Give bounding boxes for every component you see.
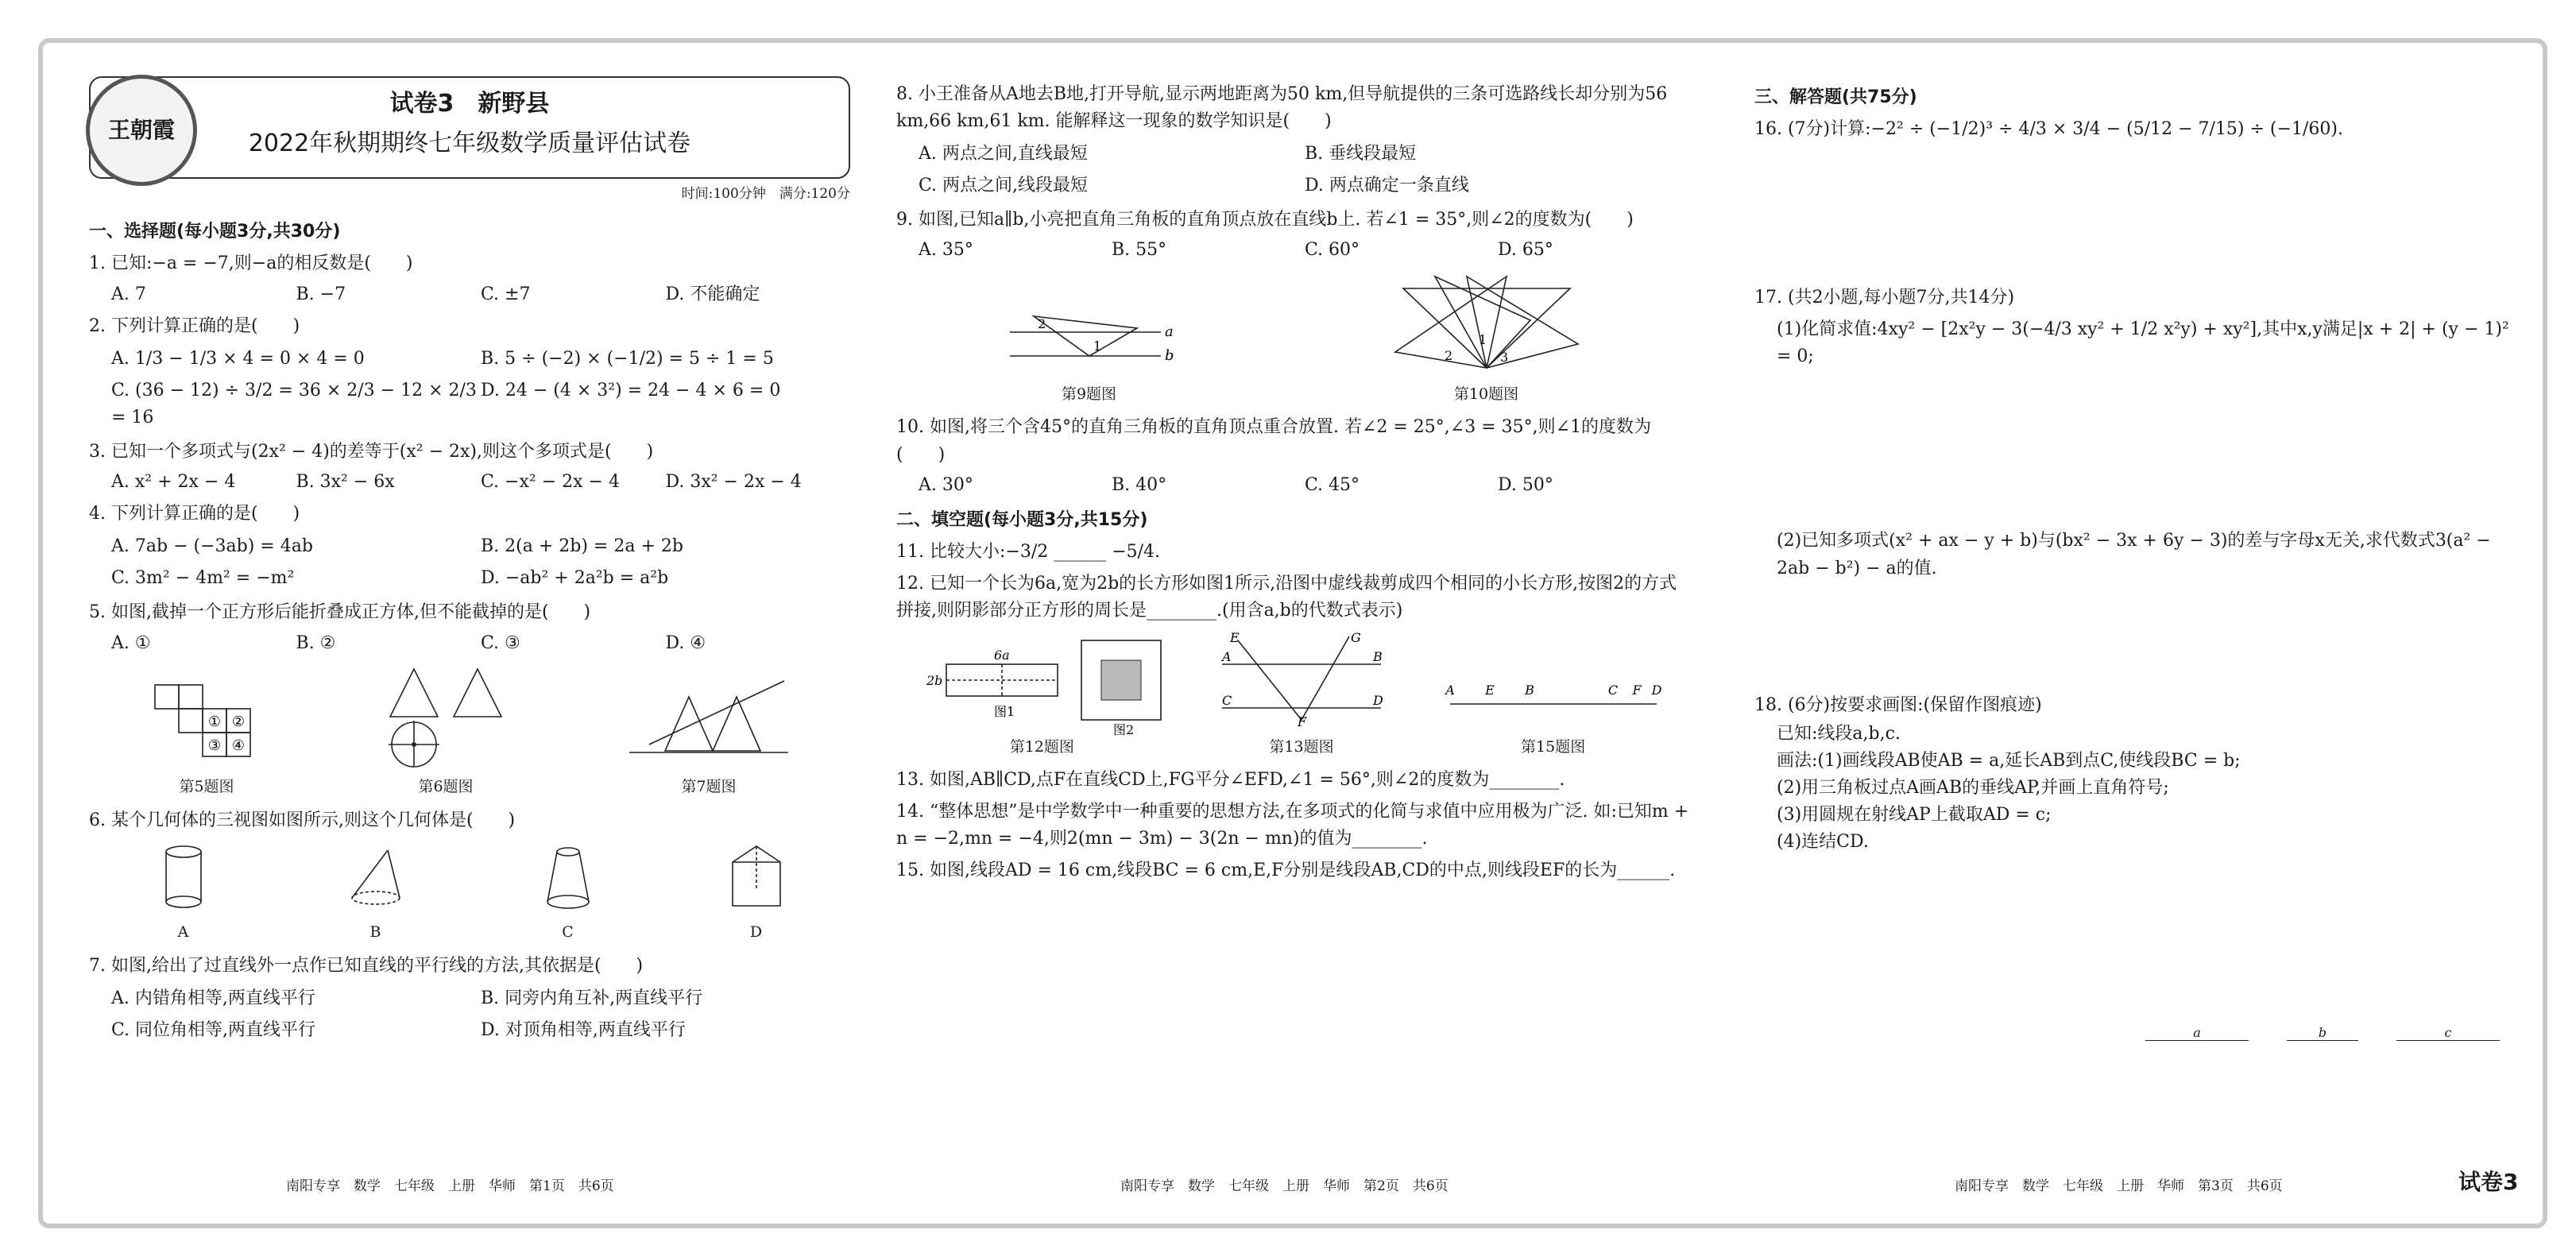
segment-c: c bbox=[2396, 1025, 2500, 1041]
figures-9-10 bbox=[896, 273, 1691, 407]
q7-options bbox=[111, 983, 850, 1046]
svg-text:F: F bbox=[1297, 714, 1307, 730]
angle-diagram bbox=[1214, 632, 1389, 728]
figure-caption: 第7题图 bbox=[681, 778, 737, 796]
rectangle-diagram bbox=[922, 632, 1161, 738]
q18-step: (3)用圆规在射线AP上截取AD = c; bbox=[1777, 805, 2052, 826]
svg-text:E: E bbox=[1484, 683, 1495, 698]
option[interactable]: C. ±7 bbox=[481, 284, 531, 304]
figure-caption: 第12题图 bbox=[1009, 737, 1074, 756]
question-5: 5. 如图,截掉一个正方形后能折叠成正方体,但不能截掉的是( ) bbox=[89, 602, 591, 623]
option[interactable]: B. 同旁内角互补,两直线平行 bbox=[481, 988, 703, 1008]
exam-meta: 时间:100分钟 满分:120分 bbox=[681, 186, 850, 202]
column-1 bbox=[89, 76, 850, 1157]
svg-text:B: B bbox=[1524, 683, 1534, 698]
figure-7 bbox=[625, 665, 792, 799]
question-17-2[interactable]: (2)已知多项式(x² + ax − y + b)与(bx² − 3x + 6y − 3)的差与字母x无关,求代数式3(a² − 2ab − b²) − a的值. bbox=[1777, 531, 2491, 578]
option[interactable]: B. 55° bbox=[1112, 240, 1167, 261]
exam-subtitle: 2022年秋期期终七年级数学质量评估试卷 bbox=[248, 130, 691, 157]
q8-options bbox=[919, 138, 1691, 202]
q9-options bbox=[919, 237, 1691, 264]
option[interactable]: C. 45° bbox=[1305, 474, 1360, 495]
option[interactable]: C. −x² − 2x − 4 bbox=[481, 472, 620, 493]
question-7: 7. 如图,给出了过直线外一点作已知直线的平行线的方法,其依据是( ) bbox=[89, 955, 644, 976]
question-1: 1. 已知:−a = −7,则−a的相反数是( ) bbox=[89, 253, 413, 274]
column-3 bbox=[1754, 76, 2517, 1157]
three-triangles-diagram bbox=[1387, 273, 1586, 376]
column-2 bbox=[896, 76, 1691, 1157]
set-square-diagram bbox=[625, 665, 792, 768]
footer-page-3: 南阳专享 数学 七年级 上册 华师 第3页 共6页 bbox=[1955, 1178, 2283, 1194]
option[interactable]: B. ② bbox=[296, 632, 336, 653]
option[interactable]: B. −7 bbox=[296, 284, 346, 304]
figure-caption: 第5题图 bbox=[179, 778, 234, 796]
exam-header bbox=[89, 76, 850, 179]
option[interactable]: C. 同位角相等,两直线平行 bbox=[111, 1019, 316, 1040]
q5-options bbox=[111, 630, 850, 657]
cone-icon bbox=[340, 842, 412, 914]
option[interactable]: D. 24 − (4 × 3²) = 24 − 4 × 6 = 0 bbox=[481, 380, 781, 400]
option[interactable]: D. 65° bbox=[1498, 240, 1553, 261]
figure-9 bbox=[1002, 296, 1177, 407]
question-15[interactable]: 15. 如图,线段AD = 16 cm,线段BC = 6 cm,E,F分别是线段AB,CD的中点,则线段EF的长为______. bbox=[896, 861, 1676, 881]
svg-text:2: 2 bbox=[1444, 347, 1452, 363]
figure-13 bbox=[1214, 632, 1389, 759]
svg-text:F: F bbox=[1632, 683, 1642, 698]
option[interactable]: D. ④ bbox=[665, 632, 706, 653]
question-2: 2. 下列计算正确的是( ) bbox=[89, 315, 300, 336]
option[interactable]: A. x² + 2x − 4 bbox=[111, 472, 236, 493]
paper-number: 试卷3 bbox=[2458, 1169, 2519, 1195]
q18-step: (4)连结CD. bbox=[1777, 832, 1869, 853]
option[interactable]: B. 5 ÷ (−2) × (−1/2) = 5 ÷ 1 = 5 bbox=[481, 348, 774, 369]
section-3-title: 三、解答题(共75分) bbox=[1754, 87, 1917, 107]
option[interactable]: D. −ab² + 2a²b = a²b bbox=[481, 568, 669, 589]
figure-6 bbox=[382, 665, 509, 799]
given-segments bbox=[2145, 1025, 2500, 1041]
option[interactable]: B. 40° bbox=[1112, 474, 1167, 495]
svg-text:2: 2 bbox=[1037, 315, 1046, 331]
option[interactable]: D. 3x² − 2x − 4 bbox=[665, 472, 802, 493]
segment-b: b bbox=[2287, 1025, 2358, 1041]
svg-text:1: 1 bbox=[1093, 338, 1101, 354]
question-11[interactable]: 11. 比较大小:−3/2 ______ −5/4. bbox=[896, 541, 1161, 562]
exam-title: 试卷3 新野县 bbox=[389, 90, 550, 118]
option[interactable]: B. 垂线段最短 bbox=[1305, 144, 1417, 164]
question-3: 3. 已知一个多项式与(2x² − 4)的差等于(x² − 2x),则这个多项式是( ) bbox=[89, 442, 654, 462]
svg-text:D: D bbox=[1372, 693, 1383, 709]
option[interactable]: D. 两点确定一条直线 bbox=[1305, 176, 1469, 196]
cube-net-diagram bbox=[147, 681, 266, 768]
figures-5-7 bbox=[89, 665, 850, 799]
figure-5 bbox=[147, 681, 266, 799]
q18-step: 画法:(1)画线段AB使AB = a,延长AB到点C,使线段BC = b; bbox=[1777, 750, 2241, 771]
question-12[interactable]: 12. 已知一个长为6a,宽为2b的长方形如图1所示,沿图中虚线裁剪成四个相同的小长方形,按图2的方式拼接,则阴影部分正方形的周长是________.(用含a,b的代数式表示) bbox=[896, 573, 1677, 621]
question-6: 6. 某个几何体的三视图如图所示,则这个几何体是( ) bbox=[89, 810, 516, 830]
option[interactable]: C. 两点之间,线段最短 bbox=[919, 176, 1089, 196]
figure-caption: 第6题图 bbox=[418, 778, 474, 796]
svg-text:B: B bbox=[1372, 649, 1383, 665]
option[interactable]: A. 7 bbox=[111, 284, 146, 304]
svg-text:A: A bbox=[1445, 683, 1455, 698]
svg-text:3: 3 bbox=[1499, 349, 1508, 365]
question-16[interactable]: 16. (7分)计算:−2² ÷ (−1/2)³ ÷ 4/3 × 3/4 − (5/12 − 7/15) ÷ (−1/60). bbox=[1754, 119, 2343, 140]
svg-text:D: D bbox=[1651, 683, 1662, 698]
svg-text:a: a bbox=[1164, 323, 1174, 340]
footer-page-2: 南阳专享 数学 七年级 上册 华师 第2页 共6页 bbox=[1120, 1178, 1449, 1194]
question-18[interactable]: 18. (6分)按要求画图:(保留作图痕迹) bbox=[1754, 694, 2042, 715]
figure-caption: 第10题图 bbox=[1453, 385, 1519, 403]
svg-text:1: 1 bbox=[1478, 331, 1487, 347]
q18-step: 已知:线段a,b,c. bbox=[1777, 723, 1901, 744]
fig-label: 图1 bbox=[994, 704, 1015, 720]
question-10: 10. 如图,将三个含45°的直角三角板的直角顶点重合放置. 若∠2 = 25°,∠3 = 35°,则∠1的度数为( ) bbox=[896, 417, 1652, 465]
svg-text:C: C bbox=[1607, 683, 1618, 698]
svg-text:2b: 2b bbox=[926, 673, 943, 689]
option[interactable]: A. 7ab − (−3ab) = 4ab bbox=[111, 536, 313, 557]
cylinder-icon bbox=[152, 842, 215, 914]
section-1-title: 一、选择题(每小题3分,共30分) bbox=[89, 222, 341, 242]
q6-option-c[interactable]: C bbox=[536, 842, 600, 945]
option[interactable]: C. 60° bbox=[1305, 240, 1360, 261]
question-17: 17. (共2小题,每小题7分,共14分) bbox=[1754, 288, 2015, 308]
question-13[interactable]: 13. 如图,AB∥CD,点F在直线CD上,FG平分∠EFD,∠1 = 56°,则∠2的度数为________. bbox=[896, 769, 1565, 790]
svg-text:6a: 6a bbox=[994, 648, 1011, 663]
svg-text:A: A bbox=[1221, 649, 1232, 665]
question-4: 4. 下列计算正确的是( ) bbox=[89, 504, 300, 524]
figure-caption: 第13题图 bbox=[1269, 737, 1334, 756]
q6-options bbox=[89, 842, 850, 945]
option[interactable]: C. 3m² − 4m² = −m² bbox=[111, 568, 295, 589]
option[interactable]: D. 不能确定 bbox=[665, 284, 760, 304]
svg-text:③: ③ bbox=[207, 737, 222, 754]
svg-text:C: C bbox=[1221, 693, 1232, 709]
option[interactable]: A. 两点之间,直线最短 bbox=[919, 144, 1088, 164]
svg-text:②: ② bbox=[231, 713, 246, 730]
figure-caption: 第9题图 bbox=[1061, 385, 1117, 403]
figure-10 bbox=[1387, 273, 1586, 407]
q6-option-d[interactable]: D bbox=[725, 842, 788, 945]
q6-option-b[interactable]: B bbox=[340, 842, 412, 945]
svg-text:b: b bbox=[1164, 346, 1174, 364]
option[interactable]: A. 1/3 − 1/3 × 4 = 0 × 4 = 0 bbox=[111, 348, 365, 369]
option[interactable]: A. 30° bbox=[919, 474, 973, 495]
q1-options bbox=[111, 281, 850, 308]
option[interactable]: A. 35° bbox=[919, 240, 973, 261]
logo: 王朝霞 bbox=[86, 75, 197, 186]
option[interactable]: C. ③ bbox=[481, 632, 520, 653]
svg-text:E: E bbox=[1229, 630, 1240, 646]
q4-options bbox=[111, 531, 850, 594]
option[interactable]: C. (36 − 12) ÷ 3/2 = 36 × 2/3 − 12 × 2/3 = 16 bbox=[111, 380, 477, 427]
figure-caption: 第15题图 bbox=[1521, 737, 1586, 756]
footer-page-1: 南阳专享 数学 七年级 上册 华师 第1页 共6页 bbox=[286, 1178, 614, 1194]
option[interactable]: A. ① bbox=[111, 632, 151, 653]
question-9: 9. 如图,已知a∥b,小亮把直角三角板的直角顶点放在直线b上. 若∠1 = 35°,则∠2的度数为( ) bbox=[896, 210, 1634, 230]
segment-diagram bbox=[1442, 672, 1665, 728]
option[interactable]: B. 2(a + 2b) = 2a + 2b bbox=[481, 536, 683, 557]
q10-options bbox=[919, 472, 1691, 499]
fig-label: 图2 bbox=[1113, 722, 1135, 738]
frustum-icon bbox=[536, 842, 600, 914]
option[interactable]: B. 3x² − 6x bbox=[296, 472, 395, 493]
svg-text:①: ① bbox=[207, 713, 222, 730]
parallel-lines-diagram bbox=[1002, 296, 1177, 376]
q3-options bbox=[111, 469, 850, 496]
figure-12 bbox=[922, 632, 1161, 759]
three-view-diagram bbox=[382, 665, 509, 768]
q18-step: (2)用三角板过点A画AB的垂线AP,并画上直角符号; bbox=[1777, 777, 2169, 798]
q18-steps bbox=[1777, 721, 2517, 856]
segment-a: a bbox=[2145, 1025, 2249, 1041]
option[interactable]: D. 50° bbox=[1498, 474, 1553, 495]
question-17-1[interactable]: (1)化简求值:4xy² − [2x²y − 3(−4/3 xy² + 1/2 x²y) + xy²],其中x,y满足|x + 2| + (y − 1)² = 0; bbox=[1777, 319, 2509, 367]
section-2-title: 二、填空题(每小题3分,共15分) bbox=[896, 509, 1148, 530]
prism-icon bbox=[725, 842, 788, 914]
question-8: 8. 小王准备从A地去B地,打开导航,显示两地距离为50 km,但导航提供的三条可选路线长却分别为56 km,66 km,61 km. 能解释这一现象的数学知识是( ) bbox=[896, 84, 1668, 132]
figures-12-15 bbox=[896, 632, 1691, 759]
svg-text:G: G bbox=[1350, 630, 1361, 646]
question-14[interactable]: 14. “整体思想”是中学数学中一种重要的思想方法,在多项式的化简与求值中应用极为广泛. 如:已知m + n = −2,mn = −4,则2(mn − 3m) − 3(2n − mn)的值为________. bbox=[896, 802, 1689, 849]
q2-options bbox=[111, 343, 850, 434]
figure-15 bbox=[1442, 672, 1665, 759]
svg-text:④: ④ bbox=[231, 737, 246, 754]
option[interactable]: D. 对顶角相等,两直线平行 bbox=[481, 1019, 686, 1040]
option[interactable]: A. 内错角相等,两直线平行 bbox=[111, 988, 315, 1008]
q6-option-a[interactable]: A bbox=[152, 842, 215, 945]
